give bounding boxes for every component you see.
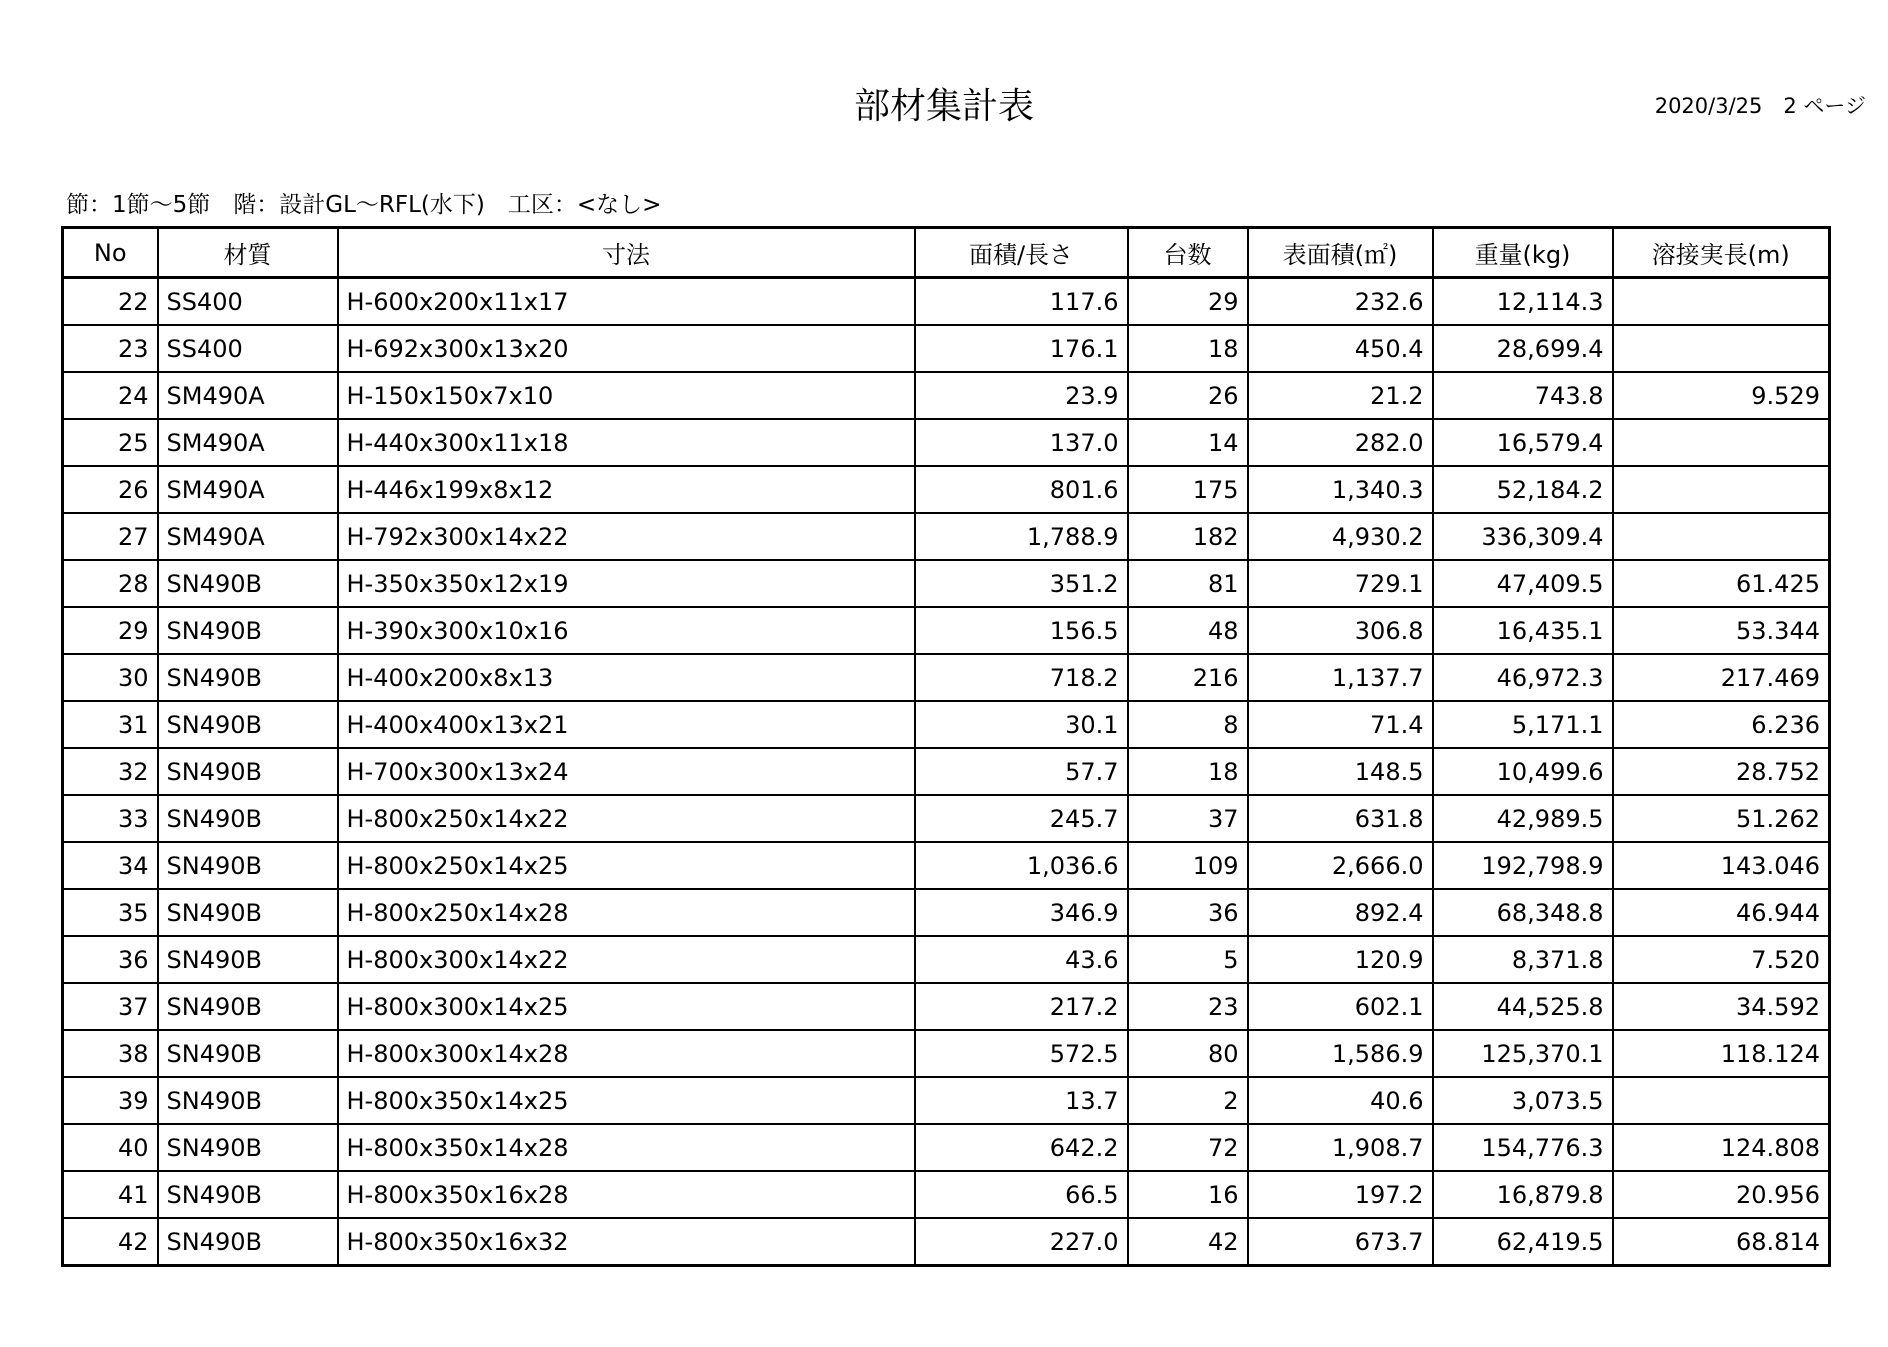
cell-dimensions: H-800x350x16x28 [338, 1171, 915, 1218]
cell-surface-area: 631.8 [1248, 795, 1433, 842]
cell-dimensions: H-800x300x14x25 [338, 983, 915, 1030]
cell-weight: 16,879.8 [1433, 1171, 1613, 1218]
cell-material: SN490B [158, 654, 338, 701]
cell-weld-length: 6.236 [1613, 701, 1830, 748]
cell-no: 41 [63, 1171, 158, 1218]
cell-weld-length [1613, 1077, 1830, 1124]
table-row [63, 278, 1830, 326]
cell-weight: 743.8 [1433, 372, 1613, 419]
cell-surface-area: 602.1 [1248, 983, 1433, 1030]
cell-surface-area: 2,666.0 [1248, 842, 1433, 889]
cell-area-length: 57.7 [915, 748, 1128, 795]
cell-weight: 154,776.3 [1433, 1124, 1613, 1171]
cell-dimensions: H-446x199x8x12 [338, 466, 915, 513]
cell-weight: 28,699.4 [1433, 325, 1613, 372]
cell-material: SS400 [158, 325, 338, 372]
cell-material: SM490A [158, 372, 338, 419]
cell-surface-area: 892.4 [1248, 889, 1433, 936]
table-row [63, 795, 1830, 842]
cell-dimensions: H-150x150x7x10 [338, 372, 915, 419]
cell-weight: 44,525.8 [1433, 983, 1613, 1030]
cell-area-length: 1,036.6 [915, 842, 1128, 889]
cell-surface-area: 21.2 [1248, 372, 1433, 419]
cell-area-length: 572.5 [915, 1030, 1128, 1077]
cell-no: 29 [63, 607, 158, 654]
cell-dimensions: H-792x300x14x22 [338, 513, 915, 560]
page-title-text: 部材集計表 [853, 86, 1034, 127]
cell-weight: 52,184.2 [1433, 466, 1613, 513]
cell-surface-area: 673.7 [1248, 1218, 1433, 1266]
cell-material: SN490B [158, 889, 338, 936]
cell-weld-length: 51.262 [1613, 795, 1830, 842]
cell-material: SN490B [158, 1218, 338, 1266]
cell-material: SN490B [158, 701, 338, 748]
cell-count: 216 [1128, 654, 1248, 701]
cell-surface-area: 1,340.3 [1248, 466, 1433, 513]
cell-no: 22 [63, 278, 158, 326]
cell-surface-area: 306.8 [1248, 607, 1433, 654]
cell-surface-area: 729.1 [1248, 560, 1433, 607]
cell-count: 72 [1128, 1124, 1248, 1171]
cell-count: 14 [1128, 419, 1248, 466]
cell-material: SN490B [158, 842, 338, 889]
cell-material: SS400 [158, 278, 338, 326]
cell-dimensions: H-600x200x11x17 [338, 278, 915, 326]
cell-weld-length: 20.956 [1613, 1171, 1830, 1218]
cell-material: SN490B [158, 748, 338, 795]
cell-count: 5 [1128, 936, 1248, 983]
table-row [63, 842, 1830, 889]
table-row [63, 419, 1830, 466]
cell-dimensions: H-800x250x14x25 [338, 842, 915, 889]
cell-count: 2 [1128, 1077, 1248, 1124]
table-row [63, 325, 1830, 372]
cell-weld-length: 61.425 [1613, 560, 1830, 607]
column-header-dimensions: 寸法 [338, 228, 915, 278]
cell-count: 16 [1128, 1171, 1248, 1218]
cell-no: 35 [63, 889, 158, 936]
cell-material: SN490B [158, 607, 338, 654]
cell-weld-length: 46.944 [1613, 889, 1830, 936]
cell-surface-area: 40.6 [1248, 1077, 1433, 1124]
cell-weld-length: 118.124 [1613, 1030, 1830, 1077]
table-row [63, 1124, 1830, 1171]
cell-count: 18 [1128, 748, 1248, 795]
cell-surface-area: 197.2 [1248, 1171, 1433, 1218]
cell-surface-area: 4,930.2 [1248, 513, 1433, 560]
cell-area-length: 30.1 [915, 701, 1128, 748]
cell-area-length: 156.5 [915, 607, 1128, 654]
cell-dimensions: H-800x350x14x28 [338, 1124, 915, 1171]
cell-no: 36 [63, 936, 158, 983]
cell-surface-area: 282.0 [1248, 419, 1433, 466]
cell-weld-length: 7.520 [1613, 936, 1830, 983]
table-row [63, 513, 1830, 560]
cell-weld-length: 9.529 [1613, 372, 1830, 419]
cell-area-length: 23.9 [915, 372, 1128, 419]
cell-material: SN490B [158, 983, 338, 1030]
cell-no: 25 [63, 419, 158, 466]
cell-weld-length [1613, 325, 1830, 372]
cell-no: 30 [63, 654, 158, 701]
cell-no: 31 [63, 701, 158, 748]
cell-surface-area: 120.9 [1248, 936, 1433, 983]
cell-area-length: 117.6 [915, 278, 1128, 326]
cell-area-length: 227.0 [915, 1218, 1128, 1266]
cell-count: 182 [1128, 513, 1248, 560]
table-row [63, 748, 1830, 795]
table-row [63, 654, 1830, 701]
cell-area-length: 351.2 [915, 560, 1128, 607]
column-header-count: 台数 [1128, 228, 1248, 278]
cell-weight: 16,579.4 [1433, 419, 1613, 466]
cell-surface-area: 1,137.7 [1248, 654, 1433, 701]
cell-count: 80 [1128, 1030, 1248, 1077]
cell-surface-area: 232.6 [1248, 278, 1433, 326]
cell-material: SN490B [158, 1171, 338, 1218]
cell-count: 37 [1128, 795, 1248, 842]
cell-dimensions: H-800x350x16x32 [338, 1218, 915, 1266]
cell-count: 175 [1128, 466, 1248, 513]
cell-dimensions: H-390x300x10x16 [338, 607, 915, 654]
cell-material: SM490A [158, 466, 338, 513]
cell-no: 32 [63, 748, 158, 795]
cell-weight: 8,371.8 [1433, 936, 1613, 983]
cell-no: 40 [63, 1124, 158, 1171]
table-row [63, 936, 1830, 983]
cell-weight: 125,370.1 [1433, 1030, 1613, 1077]
cell-area-length: 66.5 [915, 1171, 1128, 1218]
cell-count: 8 [1128, 701, 1248, 748]
table-row [63, 701, 1830, 748]
cell-no: 39 [63, 1077, 158, 1124]
cell-area-length: 718.2 [915, 654, 1128, 701]
cell-weld-length: 143.046 [1613, 842, 1830, 889]
cell-count: 109 [1128, 842, 1248, 889]
cell-weight: 192,798.9 [1433, 842, 1613, 889]
column-header-surface-area: 表面積(㎡) [1248, 228, 1433, 278]
cell-no: 23 [63, 325, 158, 372]
table-row [63, 607, 1830, 654]
table-row [63, 889, 1830, 936]
cell-no: 34 [63, 842, 158, 889]
column-header-material: 材質 [158, 228, 338, 278]
cell-material: SM490A [158, 419, 338, 466]
table-body [63, 278, 1830, 1266]
table-row [63, 466, 1830, 513]
cell-area-length: 642.2 [915, 1124, 1128, 1171]
cell-material: SN490B [158, 1030, 338, 1077]
cell-dimensions: H-800x250x14x28 [338, 889, 915, 936]
cell-weight: 46,972.3 [1433, 654, 1613, 701]
cell-no: 42 [63, 1218, 158, 1266]
cell-weld-length: 68.814 [1613, 1218, 1830, 1266]
cell-weight: 3,073.5 [1433, 1077, 1613, 1124]
cell-weight: 42,989.5 [1433, 795, 1613, 842]
cell-material: SN490B [158, 560, 338, 607]
cell-material: SN490B [158, 936, 338, 983]
cell-dimensions: H-400x400x13x21 [338, 701, 915, 748]
cell-no: 38 [63, 1030, 158, 1077]
table-header-row [63, 228, 1830, 278]
cell-dimensions: H-400x200x8x13 [338, 654, 915, 701]
cell-dimensions: H-800x300x14x22 [338, 936, 915, 983]
cell-weld-length [1613, 419, 1830, 466]
cell-no: 24 [63, 372, 158, 419]
column-header-weld-length: 溶接実長(m) [1613, 228, 1830, 278]
cell-weight: 5,171.1 [1433, 701, 1613, 748]
table-row [63, 1218, 1830, 1266]
date-page-number: 2020/3/25 2 ページ [1654, 94, 1866, 118]
member-summary-table [61, 226, 1831, 1267]
cell-weight: 47,409.5 [1433, 560, 1613, 607]
cell-no: 37 [63, 983, 158, 1030]
column-header-weight: 重量(kg) [1433, 228, 1613, 278]
column-header-area-length: 面積/長さ [915, 228, 1128, 278]
cell-count: 29 [1128, 278, 1248, 326]
cell-dimensions: H-800x300x14x28 [338, 1030, 915, 1077]
filter-conditions: 節：1節～5節 階：設計GL～RFL(水下) 工区：<なし> [66, 192, 662, 218]
cell-area-length: 1,788.9 [915, 513, 1128, 560]
cell-surface-area: 1,908.7 [1248, 1124, 1433, 1171]
cell-surface-area: 148.5 [1248, 748, 1433, 795]
cell-no: 26 [63, 466, 158, 513]
cell-surface-area: 450.4 [1248, 325, 1433, 372]
table-row [63, 1171, 1830, 1218]
cell-area-length: 801.6 [915, 466, 1128, 513]
cell-weld-length: 217.469 [1613, 654, 1830, 701]
cell-dimensions: H-700x300x13x24 [338, 748, 915, 795]
cell-material: SN490B [158, 1077, 338, 1124]
cell-weld-length: 124.808 [1613, 1124, 1830, 1171]
cell-surface-area: 1,586.9 [1248, 1030, 1433, 1077]
cell-material: SN490B [158, 795, 338, 842]
cell-count: 81 [1128, 560, 1248, 607]
cell-weight: 336,309.4 [1433, 513, 1613, 560]
cell-count: 36 [1128, 889, 1248, 936]
cell-dimensions: H-800x250x14x22 [338, 795, 915, 842]
table-row [63, 1077, 1830, 1124]
cell-dimensions: H-440x300x11x18 [338, 419, 915, 466]
cell-area-length: 217.2 [915, 983, 1128, 1030]
cell-area-length: 245.7 [915, 795, 1128, 842]
cell-no: 33 [63, 795, 158, 842]
table-row [63, 372, 1830, 419]
page-title [0, 78, 1888, 129]
cell-count: 26 [1128, 372, 1248, 419]
cell-weld-length [1613, 466, 1830, 513]
table-row [63, 1030, 1830, 1077]
table-row [63, 983, 1830, 1030]
cell-area-length: 43.6 [915, 936, 1128, 983]
cell-count: 23 [1128, 983, 1248, 1030]
cell-weld-length [1613, 513, 1830, 560]
cell-weld-length: 28.752 [1613, 748, 1830, 795]
cell-count: 42 [1128, 1218, 1248, 1266]
cell-dimensions: H-692x300x13x20 [338, 325, 915, 372]
table-row [63, 560, 1830, 607]
cell-weight: 16,435.1 [1433, 607, 1613, 654]
cell-material: SM490A [158, 513, 338, 560]
cell-weight: 68,348.8 [1433, 889, 1613, 936]
cell-area-length: 346.9 [915, 889, 1128, 936]
cell-weight: 12,114.3 [1433, 278, 1613, 326]
cell-no: 28 [63, 560, 158, 607]
cell-weld-length [1613, 278, 1830, 326]
cell-area-length: 176.1 [915, 325, 1128, 372]
column-header-no: No [63, 228, 158, 278]
cell-weld-length: 53.344 [1613, 607, 1830, 654]
cell-dimensions: H-800x350x14x25 [338, 1077, 915, 1124]
cell-dimensions: H-350x350x12x19 [338, 560, 915, 607]
cell-weight: 10,499.6 [1433, 748, 1613, 795]
cell-weld-length: 34.592 [1613, 983, 1830, 1030]
cell-weight: 62,419.5 [1433, 1218, 1613, 1266]
cell-area-length: 13.7 [915, 1077, 1128, 1124]
cell-no: 27 [63, 513, 158, 560]
cell-count: 18 [1128, 325, 1248, 372]
cell-count: 48 [1128, 607, 1248, 654]
cell-area-length: 137.0 [915, 419, 1128, 466]
cell-material: SN490B [158, 1124, 338, 1171]
cell-surface-area: 71.4 [1248, 701, 1433, 748]
